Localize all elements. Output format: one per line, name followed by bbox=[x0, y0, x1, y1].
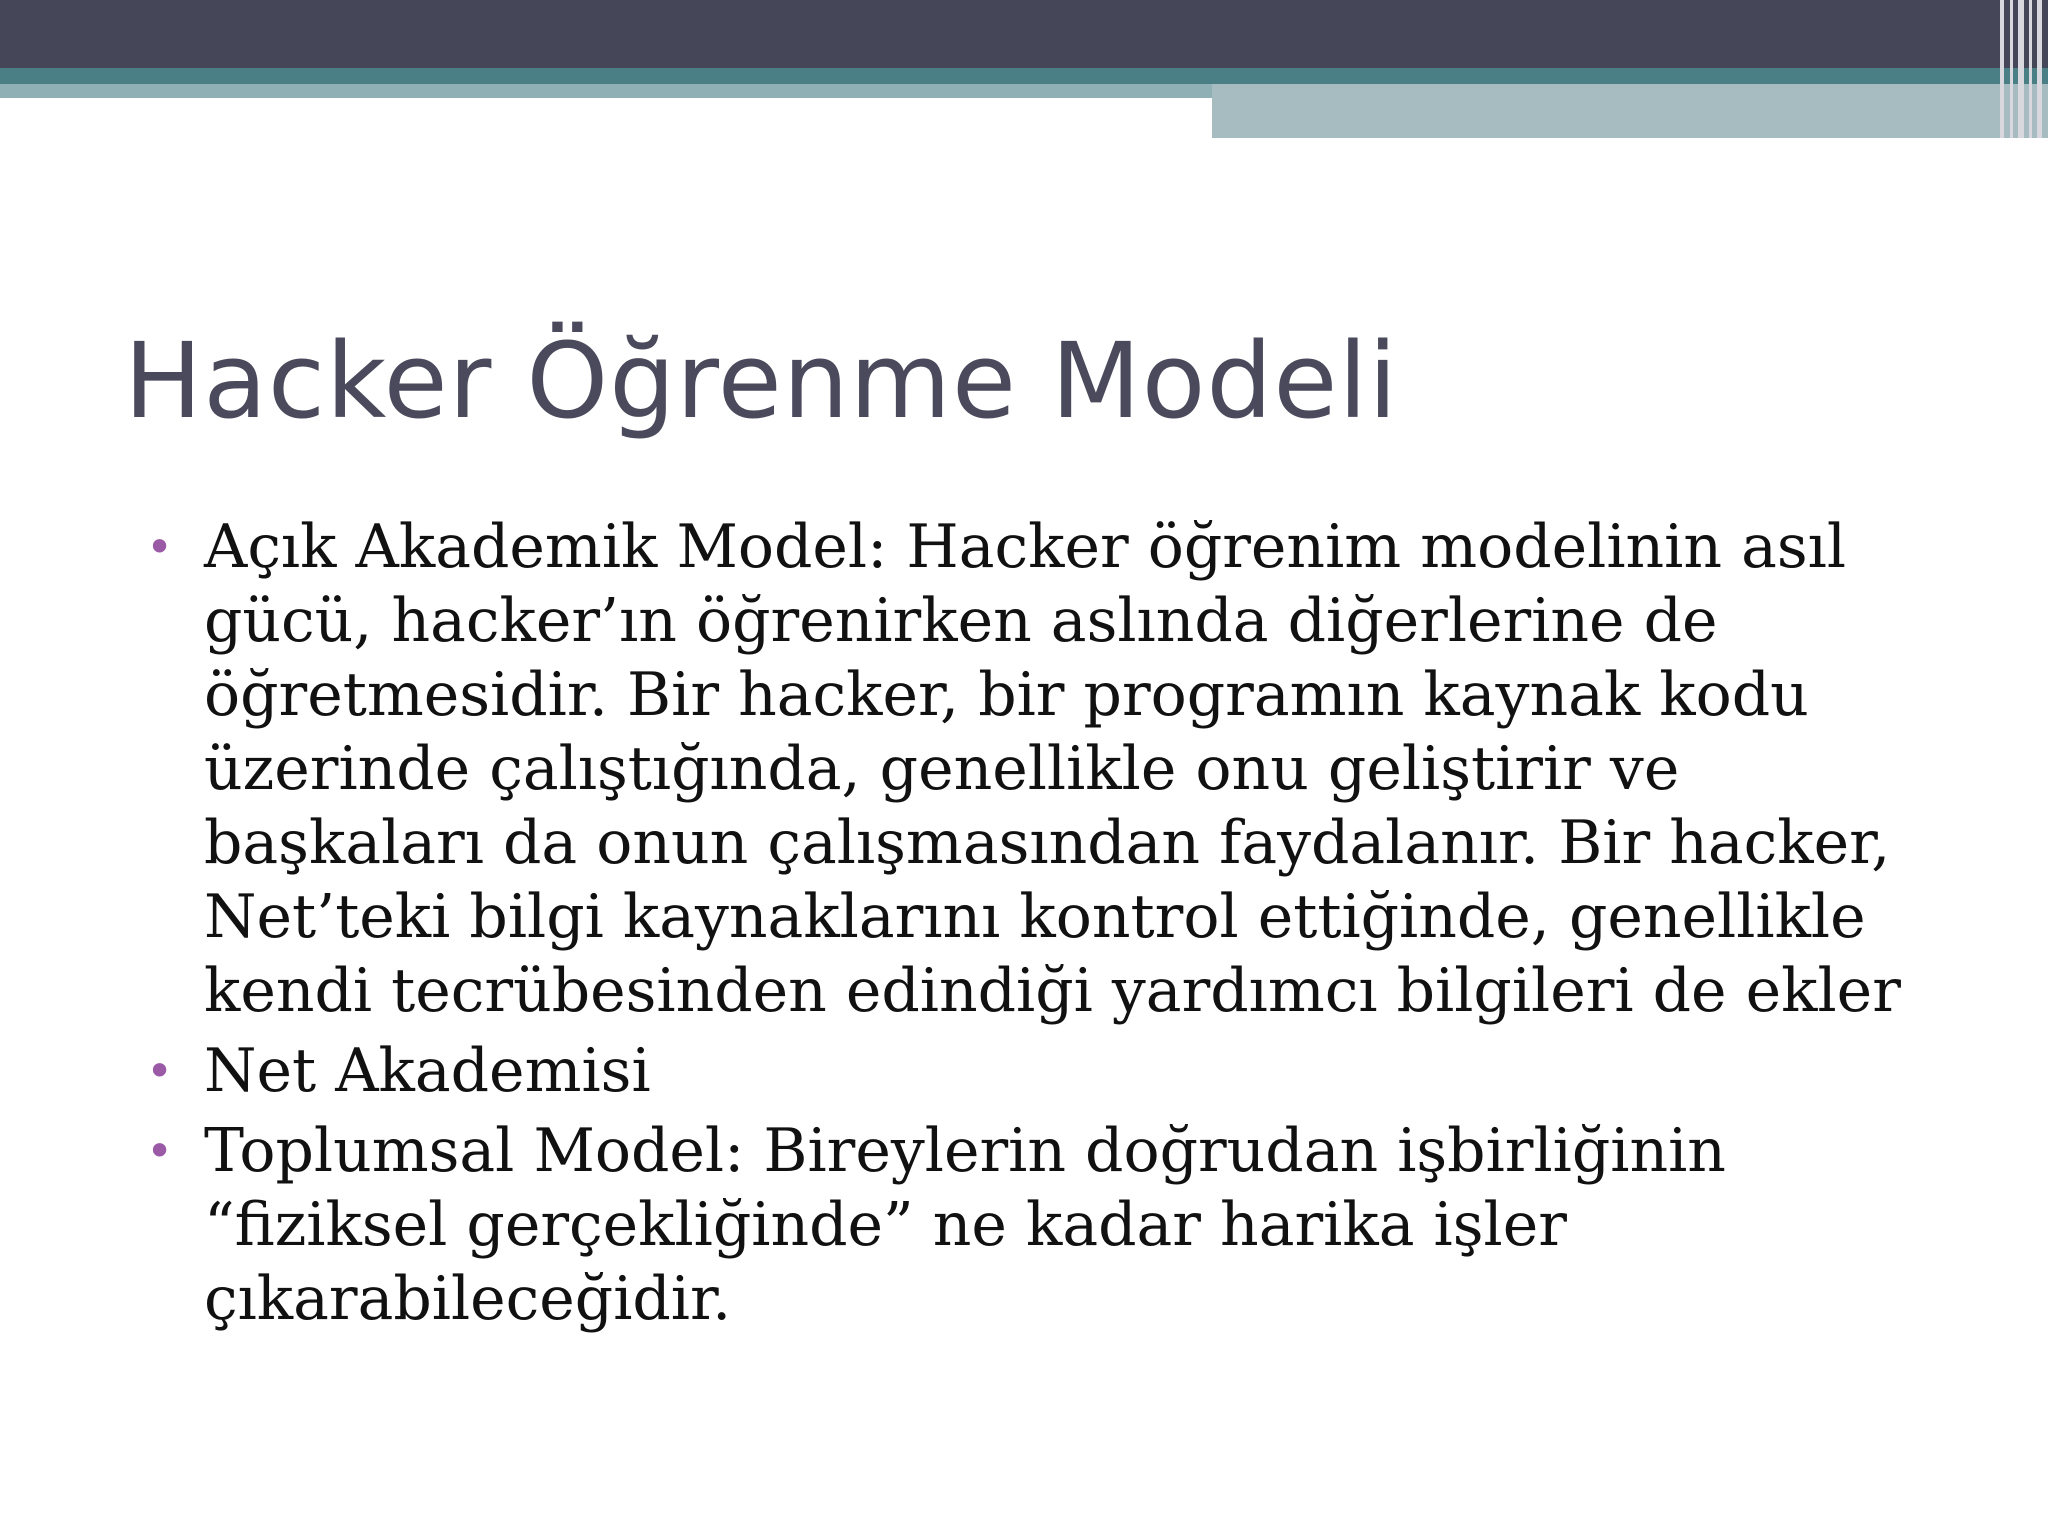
bullet-line: başkaları da onun çalışmasından faydalanır. Bir hacker, bbox=[204, 808, 1891, 878]
bullet-line: Net Akademisi bbox=[204, 1036, 651, 1106]
header-bar-teal bbox=[0, 68, 2048, 84]
header-stripes bbox=[1996, 0, 2048, 138]
bullet-line: Net’teki bilgi kaynaklarını kontrol ettiğinde, genellikle bbox=[204, 882, 1866, 952]
bullet-line: çıkarabileceğidir. bbox=[204, 1264, 732, 1334]
bullet-dot-icon: • bbox=[146, 1044, 174, 1098]
bullet-item-open-academic-model bbox=[146, 510, 1906, 1028]
bullet-line: üzerinde çalıştığında, genellikle onu geliştirir ve bbox=[204, 734, 1680, 804]
bullet-line: öğretmesidir. Bir hacker, bir programın kaynak kodu bbox=[204, 660, 1809, 730]
header-bar-gray-block bbox=[1212, 84, 2048, 138]
slide-title: Hacker Öğrenme Modeli bbox=[124, 320, 1399, 442]
bullet-list bbox=[146, 510, 1906, 1342]
bullet-line: gücü, hacker’ın öğrenirken aslında diğerlerine de bbox=[204, 586, 1718, 656]
bullet-item-social-model bbox=[146, 1114, 1906, 1336]
header-bar-teal-light bbox=[0, 84, 1212, 98]
bullet-item-net-academy bbox=[146, 1034, 1906, 1108]
bullet-line: Toplumsal Model: Bireylerin doğrudan işbirliğinin bbox=[204, 1116, 1726, 1186]
bullet-line: Açık Akademik Model: Hacker öğrenim modelinin asıl bbox=[204, 512, 1847, 582]
bullet-dot-icon: • bbox=[146, 520, 174, 574]
header-bar-dark bbox=[0, 0, 2048, 68]
bullet-line: “fiziksel gerçekliğinde” ne kadar harika işler bbox=[204, 1190, 1567, 1260]
bullet-line: kendi tecrübesinden edindiği yardımcı bilgileri de ekler bbox=[204, 956, 1901, 1026]
bullet-dot-icon: • bbox=[146, 1124, 174, 1178]
